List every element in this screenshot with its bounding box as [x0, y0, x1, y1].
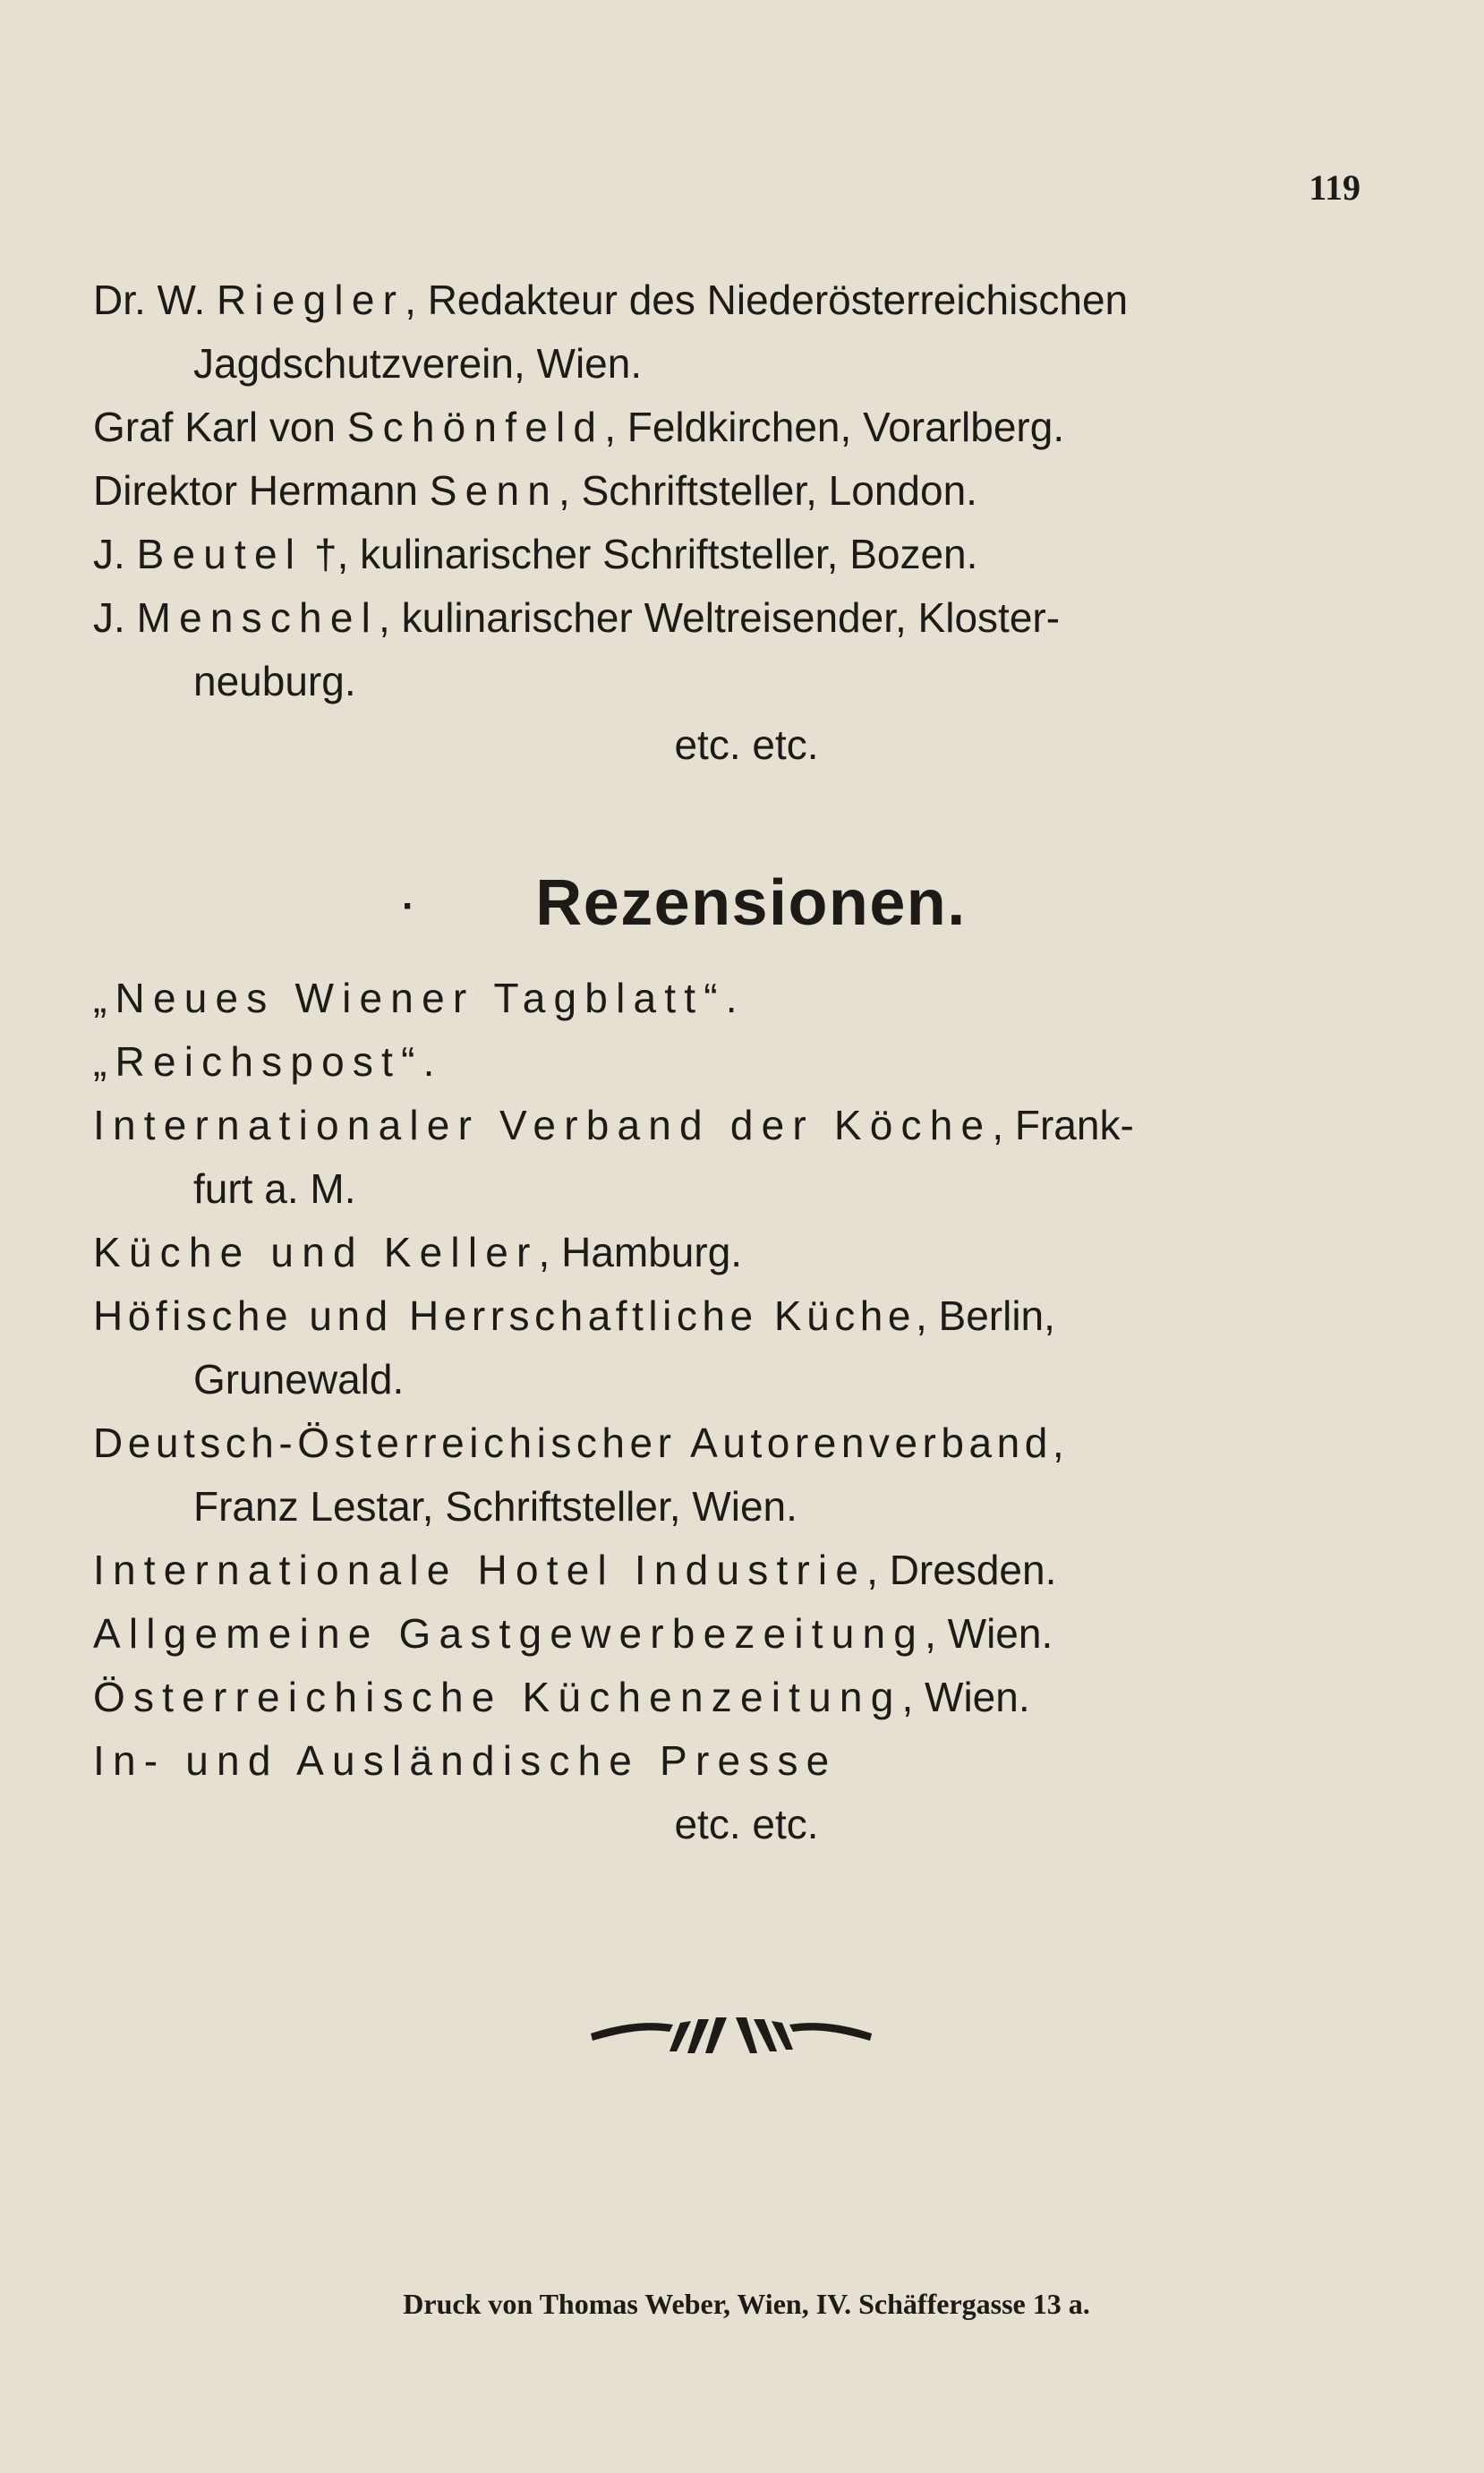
contributor-line: Graf Karl von Schönfeld, Feldkirchen, Vorarlberg. — [93, 404, 1065, 450]
heading-text: Rezensionen. — [535, 867, 967, 939]
review-line: Franz Lestar, Schriftsteller, Wien. — [193, 1483, 797, 1530]
review-line: Internationaler Verband der Köche, Frank- — [93, 1102, 1134, 1148]
review-line: Österreichische Küchenzeitung, Wien. — [93, 1674, 1030, 1720]
review-line: Deutsch-Österreichischer Autorenverband, — [93, 1420, 1064, 1466]
review-line: „Neues Wiener Tagblatt“. — [93, 975, 746, 1021]
contributor-line: Dr. W. Riegler, Redakteur des Niederösterreichischen — [93, 277, 1129, 323]
page-content — [93, 269, 1364, 1856]
review-line: furt a. M. — [193, 1165, 356, 1212]
etc-line: etc. etc. — [674, 721, 819, 768]
review-line: „Reichspost“. — [93, 1038, 443, 1085]
review-line: In- und Ausländische Presse — [93, 1737, 838, 1784]
contributor-line: J. Menschel, kulinarischer Weltreisender, Kloster- — [93, 594, 1061, 641]
contributor-line: Jagdschutzverein, Wien. — [193, 340, 643, 387]
heading-dot: · — [402, 884, 417, 928]
section-heading — [93, 863, 1364, 943]
contributor-line: neuburg. — [193, 658, 356, 704]
contributor-line: Direktor Hermann Senn, Schriftsteller, London. — [93, 467, 977, 514]
printer-imprint: Druck von Thomas Weber, Wien, IV. Schäffergasse 13 a. — [403, 2288, 1090, 2320]
etc-line: etc. etc. — [674, 1801, 819, 1847]
review-line: Küche und Keller, Hamburg. — [93, 1229, 743, 1275]
review-line: Internationale Hotel Industrie, Dresden. — [93, 1547, 1057, 1593]
page-number: 119 — [1309, 167, 1360, 208]
review-line: Grunewald. — [193, 1356, 405, 1403]
contributor-line: J. Beutel †, kulinarischer Schriftsteller, Bozen. — [93, 531, 978, 577]
review-line: Höfische und Herrschaftliche Küche, Berlin, — [93, 1292, 1055, 1339]
ornament-divider-icon — [587, 2012, 875, 2062]
review-line: Allgemeine Gastgewerbezeitung, Wien. — [93, 1610, 1053, 1657]
